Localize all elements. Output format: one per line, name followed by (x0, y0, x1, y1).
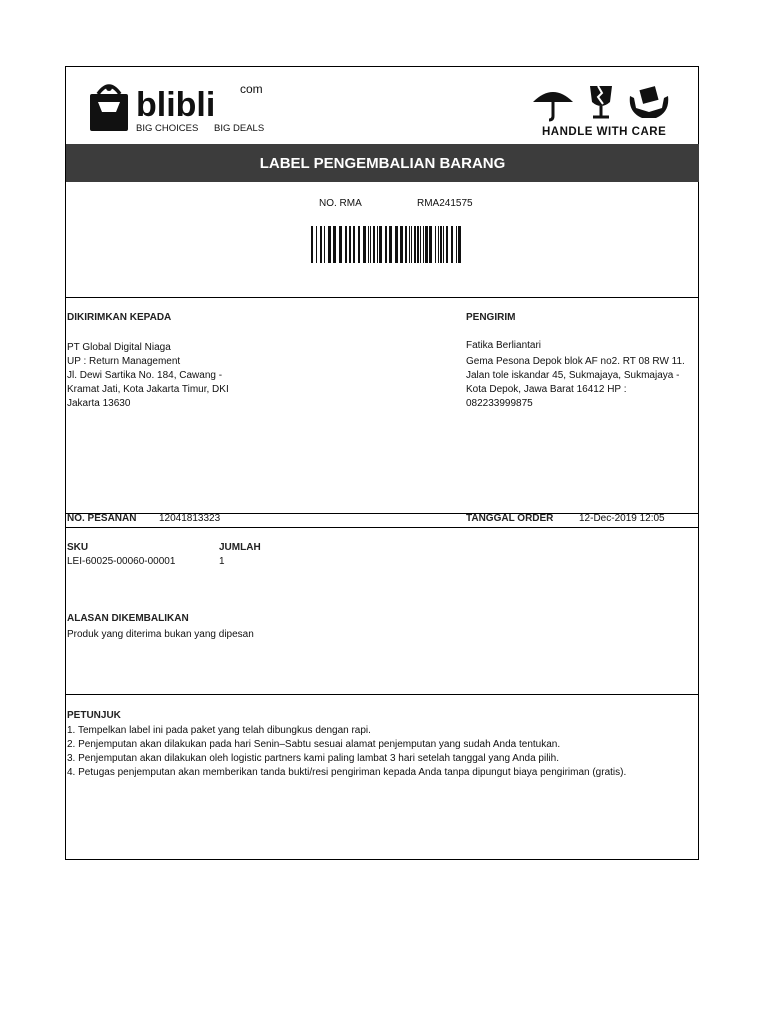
barcode-bar (385, 226, 387, 263)
barcode-bar (368, 226, 369, 263)
barcode-bar (316, 226, 317, 263)
barcode-bar (333, 226, 336, 263)
barcode-bar (411, 226, 412, 263)
order-date-value: 12-Dec-2019 12:05 (579, 513, 665, 524)
banner-title: LABEL PENGEMBALIAN BARANG (66, 144, 699, 182)
umbrella-icon (533, 92, 573, 120)
quantity-label: JUMLAH (219, 542, 261, 553)
barcode-bar (429, 226, 432, 263)
broken-glass-icon (590, 86, 612, 117)
barcode-bar (379, 226, 382, 263)
sender-line: Jalan tole iskandar 45, Sukmajaya, Sukmajaya - (466, 370, 680, 381)
sender-name: Fatika Berliantari (466, 340, 542, 351)
barcode-bar (451, 226, 453, 263)
recipient-heading: DIKIRIMKAN KEPADA (67, 312, 172, 323)
sender-line: Gema Pesona Depok blok AF no2. RT 08 RW 11. (466, 356, 685, 367)
barcode-bar (363, 226, 366, 263)
barcode-bar (405, 226, 407, 263)
tagline-big-choices: BIG CHOICES (136, 123, 199, 134)
divider (66, 694, 699, 695)
barcode-bar (358, 226, 360, 263)
sku-value: LEI-60025-00060-00001 (67, 556, 176, 567)
rma-label: NO. RMA (319, 198, 362, 209)
barcode-bar (400, 226, 403, 263)
order-number-value: 12041813323 (159, 513, 221, 524)
instruction-item: 1. Tempelkan label ini pada paket yang telah dibungkus dengan rapi. (67, 725, 371, 736)
instruction-item: 2. Penjemputan akan dilakukan pada hari Senin–Sabtu sesuai alamat penjemputan yang sudah Anda tentukan. (67, 739, 561, 750)
barcode-bar (435, 226, 436, 263)
reason-label: ALASAN DIKEMBALIKAN (67, 613, 189, 624)
barcode-bar (353, 226, 355, 263)
barcode-bar (440, 226, 442, 263)
barcode-bar (320, 226, 322, 263)
barcode-bar (395, 226, 398, 263)
barcode-bar (420, 226, 421, 263)
logo-suffix: com (240, 82, 263, 96)
recipient-line: Jl. Dewi Sartika No. 184, Cawang - (67, 370, 223, 381)
instruction-item: 4. Petugas penjemputan akan memberikan tanda bukti/resi pengiriman kepada Anda tanpa dipungut biaya pengiriman (gratis). (67, 767, 627, 778)
tagline-big-deals: BIG DEALS (214, 123, 265, 134)
barcode-bar (425, 226, 428, 263)
sender-heading: PENGIRIM (466, 312, 516, 323)
barcode-bar (324, 226, 325, 263)
barcode-bar (423, 226, 424, 263)
barcode-bar (370, 226, 371, 263)
handle-with-care-text: HANDLE WITH CARE (542, 126, 667, 138)
barcode-bar (373, 226, 375, 263)
barcode-bar (446, 226, 448, 263)
divider (66, 527, 699, 528)
recipient-line: Jakarta 13630 (67, 398, 131, 409)
blibli-logo (88, 76, 288, 136)
sender-line: 082233999875 (466, 398, 533, 409)
barcode-bar (345, 226, 347, 263)
quantity-value: 1 (219, 556, 225, 567)
order-date-label: TANGGAL ORDER (466, 513, 554, 524)
instruction-item: 3. Penjemputan akan dilakukan oleh logistic partners kami paling lambat 3 hari setelah tanggal yang Anda pilih. (67, 753, 559, 764)
barcode-bar (311, 226, 313, 263)
sku-label: SKU (67, 542, 89, 553)
instructions-heading: PETUNJUK (67, 710, 121, 721)
order-number-label: NO. PESANAN (67, 513, 137, 524)
barcode-bar (377, 226, 378, 263)
barcode-bar (349, 226, 351, 263)
recipient-line: UP : Return Management (67, 356, 181, 367)
recipient-line: PT Global Digital Niaga (67, 342, 171, 353)
rma-value: RMA241575 (417, 198, 473, 209)
barcode-bar (414, 226, 416, 263)
barcode-bar (456, 226, 457, 263)
logo-wordmark: blibli (136, 86, 216, 124)
barcode-bar (438, 226, 439, 263)
divider (66, 297, 699, 298)
recipient-line: Kramat Jati, Kota Jakarta Timur, DKI (67, 384, 229, 395)
barcode-bar (389, 226, 392, 263)
hands-box-icon (630, 86, 669, 118)
barcode-bar (458, 226, 461, 263)
barcode-bar (328, 226, 331, 263)
barcode-bar (409, 226, 410, 263)
barcode-bar (417, 226, 419, 263)
barcode-bar (443, 226, 444, 263)
rma-barcode (311, 226, 463, 263)
reason-value: Produk yang diterima bukan yang dipesan (67, 629, 254, 640)
shopping-bag-icon (90, 85, 128, 131)
sender-line: Kota Depok, Jawa Barat 16412 HP : (466, 384, 627, 395)
barcode-bar (339, 226, 342, 263)
